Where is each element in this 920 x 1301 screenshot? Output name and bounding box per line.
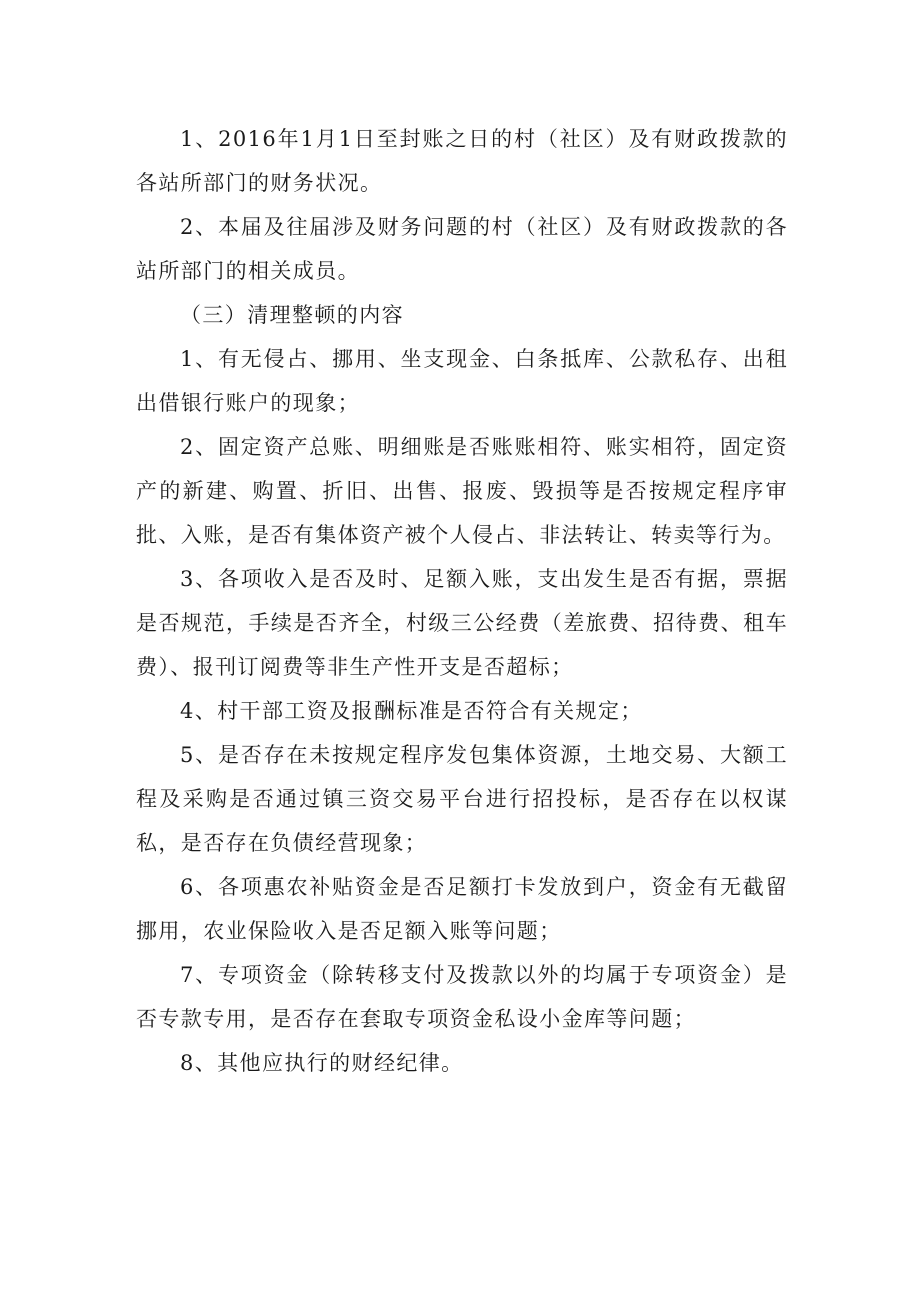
paragraph-item-2: 2、固定资产总账、明细账是否账账相符、账实相符，固定资产的新建、购置、折旧、出售、报废、毁损等是否按规定程序审批、入账，是否有集体资产被个人侵占、非法转让、转卖等行为。 [136, 435, 788, 547]
paragraph-item-6: 6、各项惠农补贴资金是否足额打卡发放到户，资金有无截留挪用，农业保险收入是否足额入账等问题； [136, 875, 788, 943]
paragraph-scope-1: 1、2016年1月1日至封账之日的村（社区）及有财政拨款的各站所部门的财务状况。 [136, 127, 788, 195]
paragraph-item-5: 5、是否存在未按规定程序发包集体资源，土地交易、大额工程及采购是否通过镇三资交易平台进行招投标，是否存在以权谋私，是否存在负债经营现象； [136, 743, 788, 855]
section-heading-cleanup-content: （三）清理整顿的内容 [180, 303, 404, 327]
paragraph-item-8: 8、其他应执行的财经纪律。 [180, 1051, 464, 1075]
document-body [136, 117, 788, 1085]
paragraph-item-1: 1、有无侵占、挪用、坐支现金、白条抵库、公款私存、出租出借银行账户的现象； [136, 347, 788, 415]
paragraph-item-3: 3、各项收入是否及时、足额入账，支出发生是否有据，票据是否规范，手续是否齐全，村级三公经费（差旅费、招待费、租车费）、报刊订阅费等非生产性开支是否超标； [136, 567, 788, 679]
paragraph-scope-2: 2、本届及往届涉及财务问题的村（社区）及有财政拨款的各站所部门的相关成员。 [136, 215, 788, 283]
paragraph-item-7: 7、专项资金（除转移支付及拨款以外的均属于专项资金）是否专款专用，是否存在套取专项资金私设小金库等问题； [136, 963, 788, 1031]
paragraph-item-4: 4、村干部工资及报酬标准是否符合有关规定； [180, 699, 643, 723]
